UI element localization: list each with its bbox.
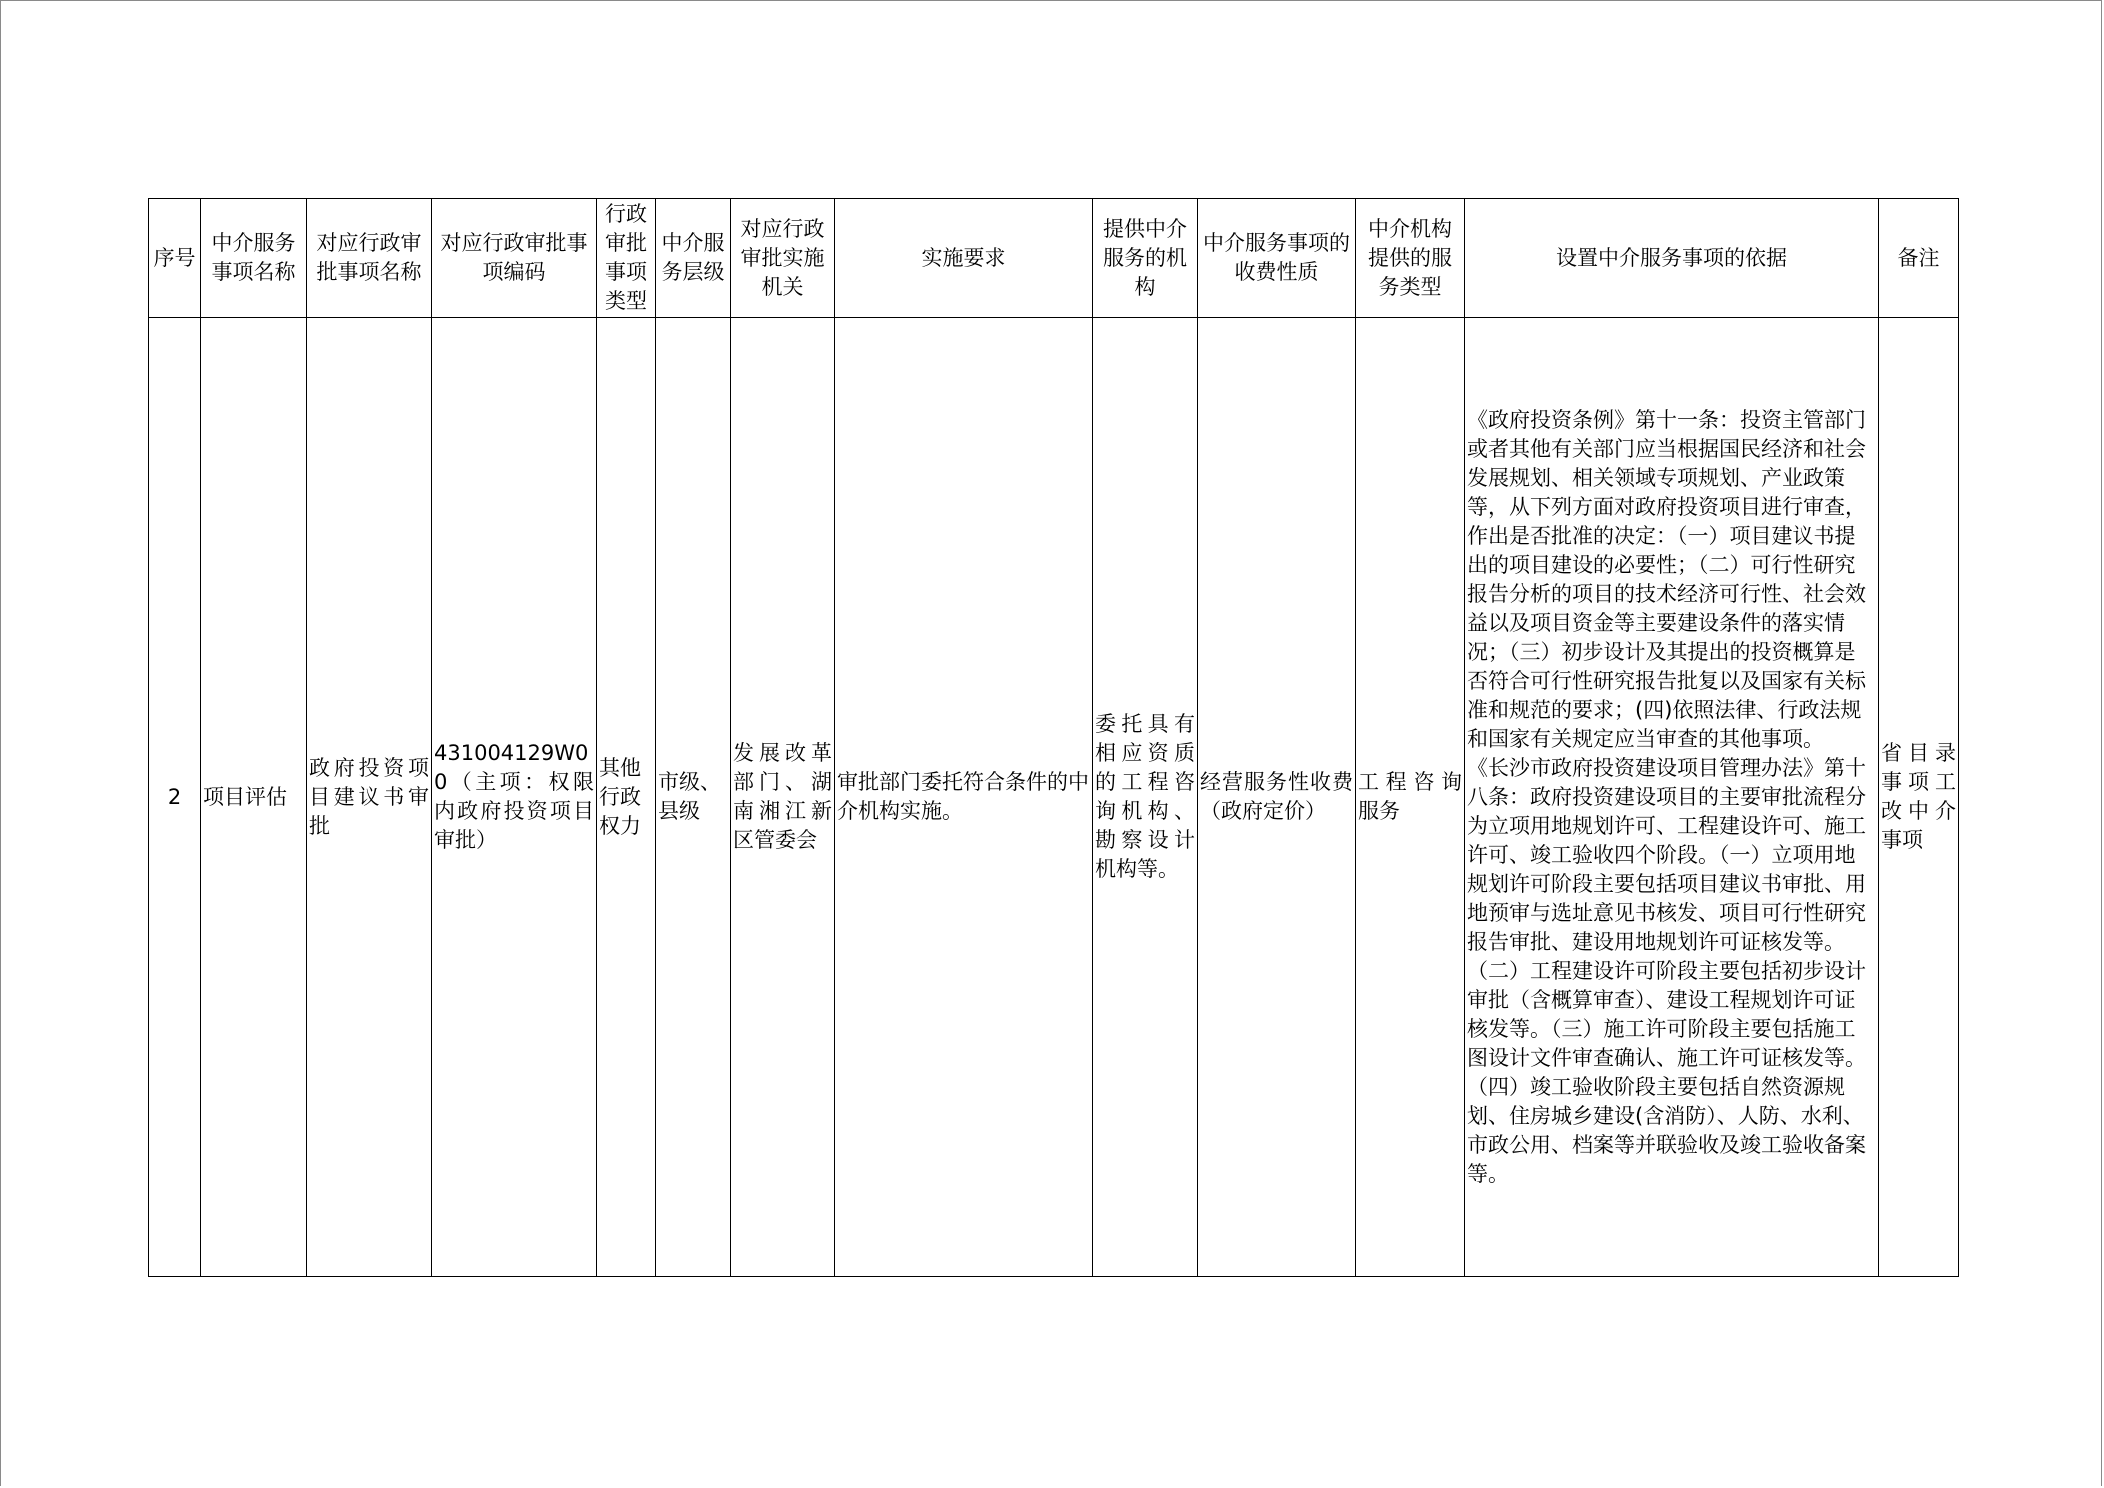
header-fee-nature: 中介服务事项的收费性质 [1198, 199, 1356, 318]
cell-requirement: 审批部门委托符合条件的中介机构实施。 [835, 318, 1093, 1277]
cell-service-type: 工程咨询服务 [1356, 318, 1465, 1277]
cell-seq: 2 [149, 318, 201, 1277]
header-seq: 序号 [149, 199, 201, 318]
header-approval-name: 对应行政审批事项名称 [307, 199, 432, 318]
header-service-type: 中介机构提供的服务类型 [1356, 199, 1465, 318]
cell-remark: 省目录事项工改中介事项 [1879, 318, 1959, 1277]
header-service-name: 中介服务事项名称 [201, 199, 307, 318]
basis-paragraph-government-investment-regulation: 《政府投资条例》第十一条：投资主管部门或者其他有关部门应当根据国民经济和社会发展规划、相关领域专项规划、产业政策等，从下列方面对政府投资项目进行审查，作出是否批准的决定：（一）项目建议书提出的项目建设的必要性；（二）可行性研究报告分析的项目的技术经济可行性、社会效益以及项目资金等主要建设条件的落实情况；（三）初步设计及其提出的投资概算是否符合可行性研究报告批复以及国家有关标准和规范的要求；(四)依照法律、行政法规和国家有关规定应当审查的其他事项。 [1467, 407, 1866, 751]
cell-service-level: 市级、县级 [656, 318, 731, 1277]
cell-approval-code: 431004129W00（主项：权限内政府投资项目审批） [432, 318, 597, 1277]
cell-fee-nature: 经营服务性收费（政府定价） [1198, 318, 1356, 1277]
cell-approval-type: 其他行政权力 [597, 318, 656, 1277]
cell-approval-name: 政府投资项目建议书审批 [307, 318, 432, 1277]
intermediary-services-table [148, 198, 1959, 1277]
header-service-level: 中介服务层级 [656, 199, 731, 318]
header-remark: 备注 [1879, 199, 1959, 318]
header-approval-type: 行政审批事项类型 [597, 199, 656, 318]
header-approval-code: 对应行政审批事项编码 [432, 199, 597, 318]
header-requirement: 实施要求 [835, 199, 1093, 318]
header-basis: 设置中介服务事项的依据 [1465, 199, 1879, 318]
header-authority: 对应行政审批实施机关 [731, 199, 835, 318]
table-row [149, 318, 1959, 1277]
header-row [149, 199, 1959, 318]
cell-provider: 委托具有相应资质的工程咨询机构、勘察设计机构等。 [1093, 318, 1198, 1277]
cell-basis [1465, 318, 1879, 1277]
header-provider: 提供中介服务的机构 [1093, 199, 1198, 318]
cell-service-name: 项目评估 [201, 318, 307, 1277]
basis-paragraph-changsha-measures: 《长沙市政府投资建设项目管理办法》第十八条：政府投资建设项目的主要审批流程分为立项用地规划许可、工程建设许可、施工许可、竣工验收四个阶段。（一）立项用地规划许可阶段主要包括项目建议书审批、用地预审与选址意见书核发、项目可行性研究报告审批、建设用地规划许可证核发等。（二）工程建设许可阶段主要包括初步设计审批（含概算审查）、建设工程规划许可证核发等。（三）施工许可阶段主要包括施工图设计文件审查确认、施工许可证核发等。（四）竣工验收阶段主要包括自然资源规划、住房城乡建设(含消防）、人防、水利、市政公用、档案等并联验收及竣工验收备案等。 [1467, 755, 1866, 1186]
cell-authority: 发展改革部门、湖南湘江新区管委会 [731, 318, 835, 1277]
